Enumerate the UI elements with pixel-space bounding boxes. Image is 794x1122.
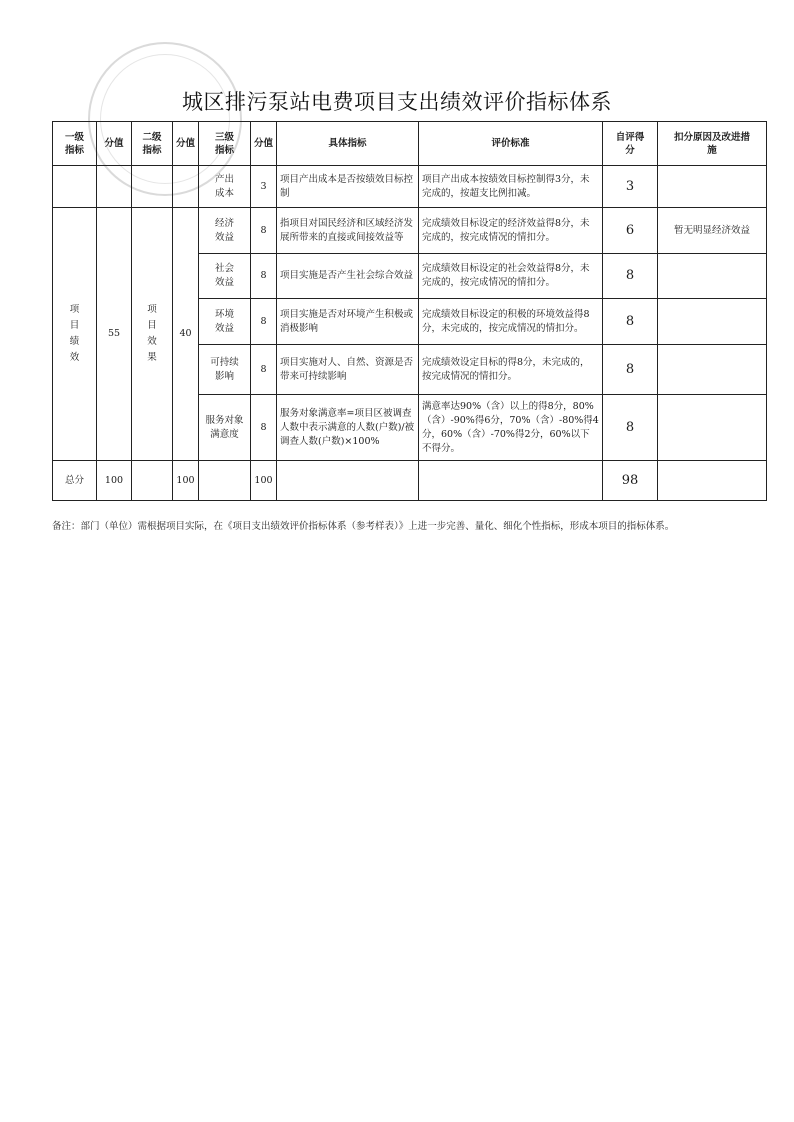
- group-level2: 项 目 效 果: [132, 208, 173, 461]
- row-level3: 环境 效益: [199, 299, 251, 345]
- group-level1: 项 目 绩 效: [53, 208, 97, 461]
- row-standard: 完成绩效目标设定的经济效益得8分，未完成的，按完成情况的情扣分。: [419, 208, 603, 254]
- header-level1: 一级 指标: [53, 122, 97, 166]
- indicator-table: [52, 121, 767, 501]
- total-score3: 100: [251, 461, 277, 501]
- total-label: 总分: [53, 461, 97, 501]
- row-cost-score3: 3: [251, 166, 277, 208]
- header-score3: 分值: [251, 122, 277, 166]
- header-self-score: 自评得 分: [603, 122, 658, 166]
- header-row: [53, 122, 767, 166]
- row-score3: 8: [251, 395, 277, 461]
- table-row: [53, 208, 767, 254]
- row-indicator: 项目实施是否对环境产生积极或消极影响: [277, 299, 419, 345]
- row-cost-self-score: 3: [603, 166, 658, 208]
- row-cost-deduction: [658, 166, 767, 208]
- row-deduction: [658, 395, 767, 461]
- row-self-score: 6: [603, 208, 658, 254]
- total-row: [53, 461, 767, 501]
- page-title: 城区排污泵站电费项目支出绩效评价指标体系: [182, 90, 612, 114]
- header-deduction: 扣分原因及改进措 施: [658, 122, 767, 166]
- header-level2: 二级 指标: [132, 122, 173, 166]
- row-self-score: 8: [603, 299, 658, 345]
- row-indicator: 项目实施是否产生社会综合效益: [277, 254, 419, 299]
- row-level3: 可持续 影响: [199, 345, 251, 395]
- row-cost-indicator: 项目产出成本是否按绩效目标控制: [277, 166, 419, 208]
- table-row: [53, 166, 767, 208]
- header-score1: 分值: [97, 122, 132, 166]
- header-indicator: 具体指标: [277, 122, 419, 166]
- group-score2: 40: [173, 208, 199, 461]
- row-standard: 完成绩效目标设定的社会效益得8分，未完成的，按完成情况的情扣分。: [419, 254, 603, 299]
- row-score3: 8: [251, 345, 277, 395]
- row-cost-standard: 项目产出成本按绩效目标控制得3分，未完成的，按超支比例扣减。: [419, 166, 603, 208]
- row-standard: 完成绩效设定目标的得8分，未完成的，按完成情况的情扣分。: [419, 345, 603, 395]
- row-level3: 社会 效益: [199, 254, 251, 299]
- row-deduction: [658, 345, 767, 395]
- group-score1: 55: [97, 208, 132, 461]
- row-level3: 服务对象 满意度: [199, 395, 251, 461]
- row-cost-level3: 产出 成本: [199, 166, 251, 208]
- header-level3: 三级 指标: [199, 122, 251, 166]
- row-standard: 满意率达90%（含）以上的得8分，80%（含）-90%得6分，70%（含）-80%得4分，60%（含）-70%得2分，60%以下不得分。: [419, 395, 603, 461]
- row-self-score: 8: [603, 395, 658, 461]
- row-score3: 8: [251, 254, 277, 299]
- footnote: 备注：部门（单位）需根据项目实际，在《项目支出绩效评价指标体系（参考样表）》上进一步完善、量化、细化个性指标，形成本项目的指标体系。: [52, 521, 675, 532]
- row-standard: 完成绩效目标设定的积极的环境效益得8分，未完成的，按完成情况的情扣分。: [419, 299, 603, 345]
- header-standard: 评价标准: [419, 122, 603, 166]
- total-self-score: 98: [603, 461, 658, 501]
- row-indicator: 指项目对国民经济和区域经济发展所带来的直接或间接效益等: [277, 208, 419, 254]
- row-indicator: 服务对象满意率=项目区被调查人数中表示满意的人数(户数)/被调查人数(户数)×100%: [277, 395, 419, 461]
- row-score3: 8: [251, 299, 277, 345]
- row-deduction: 暂无明显经济效益: [658, 208, 767, 254]
- row-self-score: 8: [603, 254, 658, 299]
- header-score2: 分值: [173, 122, 199, 166]
- total-score2: 100: [173, 461, 199, 501]
- row-indicator: 项目实施对人、自然、资源是否带来可持续影响: [277, 345, 419, 395]
- row-deduction: [658, 299, 767, 345]
- total-score1: 100: [97, 461, 132, 501]
- row-score3: 8: [251, 208, 277, 254]
- row-self-score: 8: [603, 345, 658, 395]
- row-deduction: [658, 254, 767, 299]
- row-level3: 经济 效益: [199, 208, 251, 254]
